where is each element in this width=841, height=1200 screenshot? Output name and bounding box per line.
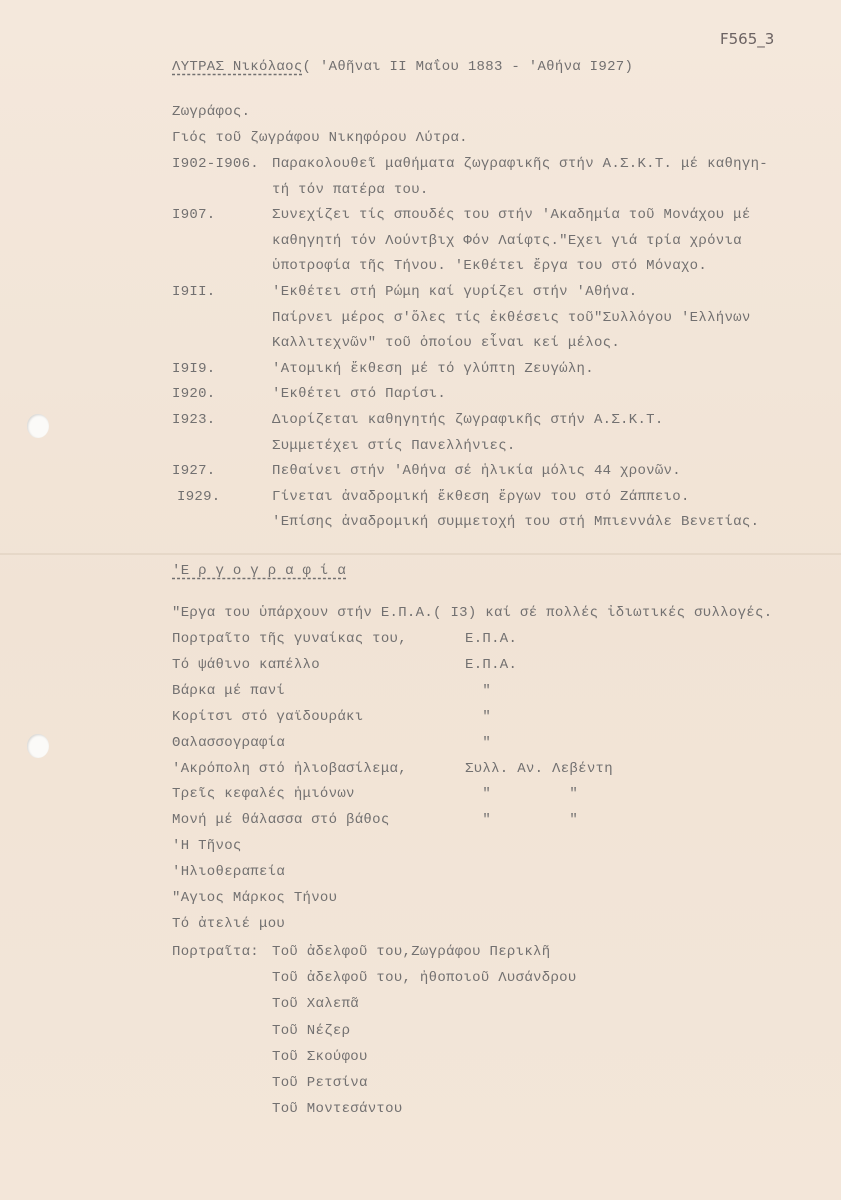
chronology-text: 'Εκθέτει στή Ρώμη καί γυρίζει στήν 'Αθήνα. [272, 284, 638, 300]
work-title: Βάρκα μέ πανί [172, 682, 286, 699]
chronology-text: Παίρνει μέρος σ'ὅλες τίς ἐκθέσεις τοῦ"Συλλόγου 'Ελλήνων [272, 309, 751, 326]
occupation: Ζωγράφος. [172, 104, 251, 120]
chronology-text: 'Επίσης ἀναδρομική συμμετοχή του στή Μπιεννάλε Βενετίας. [272, 514, 760, 531]
parentage: Γιός τοῦ ζωγράφου Νικηφόρου Λύτρα. [172, 130, 468, 146]
chronology-year: Ι902-Ι906. [172, 156, 260, 172]
portrait-item: Τοῦ Ρετσίνα [272, 1075, 368, 1091]
work-title: Θαλασσογραφία [172, 734, 286, 751]
work-title: Τό ψάθινο καπέλλο [172, 656, 320, 673]
work-collection: Ε.Π.Α. [465, 631, 518, 647]
chronology-text: Πεθαίνει στήν 'Αθήνα σέ ἡλικία μόλις 44 χρονῶν. [272, 463, 681, 480]
chronology-year: Ι929. [177, 488, 221, 505]
punch-hole [27, 734, 49, 758]
work-title: Τό ἀτελιέ μου [172, 915, 286, 932]
chronology-text: 'Ατομική ἔκθεση μέ τό γλύπτη Ζευγώλη. [272, 360, 594, 377]
punch-hole [27, 414, 49, 438]
chronology-year: Ι923. [172, 412, 216, 428]
chronology-text: Γίνεται ἀναδρομική ἔκθεση ἔργων του στό Ζάππειο. [272, 488, 690, 505]
work-title: Πορτραῖτο τῆς γυναίκας του, [172, 631, 407, 647]
chronology-year: Ι927. [172, 463, 216, 480]
portrait-item: Τοῦ Σκούφου [272, 1048, 368, 1065]
portrait-item: Τοῦ Μοντεσάντου [272, 1101, 403, 1118]
chronology-year: Ι9ΙΙ. [172, 284, 216, 300]
work-title: 'Ακρόπολη στό ἡλιοβασίλεμα, [172, 760, 407, 777]
work-title: 'Ηλιοθεραπεία [172, 864, 286, 881]
portraits-label: Πορτραῖτα: [172, 944, 260, 960]
chronology-text: Καλλιτεχνῶν" τοῦ ὁποίου εἶναι κεί μέλος. [272, 335, 621, 352]
work-collection: " [465, 734, 492, 751]
chronology-text: Συνεχίζει τίς σπουδές του στήν 'Ακαδημία τοῦ Μονάχου μέ [272, 207, 751, 224]
work-collection: " [465, 682, 492, 699]
chronology-text: 'Εκθέτει στό Παρίσι. [272, 386, 447, 403]
chronology-text: καθηγητή τόν Λούντβιχ Φόν Λαίφτς."Εχει γιά τρία χρόνια [272, 232, 742, 249]
work-collection: " " [465, 812, 579, 829]
catalog-mark: F565_3 [720, 30, 775, 48]
portrait-item: Τοῦ Νέζερ [272, 1022, 351, 1039]
work-title: Μονή μέ θάλασσα στό βάθος [172, 812, 390, 829]
work-title: "Αγιος Μάρκος Τήνου [172, 890, 338, 906]
artist-dates: ( 'Αθῆναι ΙΙ Μαΐου 1883 - 'Αθήνα Ι927) [302, 59, 634, 75]
work-collection: Ε.Π.Α. [465, 656, 518, 673]
work-title: 'Η Τῆνος [172, 838, 242, 855]
chronology-year: Ι9Ι9. [172, 360, 216, 377]
work-collection: Συλλ. Αν. Λεβέντη [465, 760, 613, 777]
chronology-text: Διορίζεται καθηγητής ζωγραφικῆς στήν Α.Σ.Κ.Τ. [272, 412, 664, 428]
portrait-item: Τοῦ ἀδελφοῦ του,Ζωγράφου Περικλῆ [272, 944, 551, 960]
document-header [172, 58, 633, 76]
chronology-text: Συμμετέχει στίς Πανελλήνιες. [272, 437, 516, 454]
artist-name: ΛΥΤΡΑΣ Νικόλαος [172, 59, 303, 75]
work-title: Τρεῖς κεφαλές ἡμιόνων [172, 786, 355, 803]
chronology-year: Ι907. [172, 207, 216, 224]
chronology-year: Ι920. [172, 386, 216, 403]
work-collection: " " [465, 786, 579, 803]
work-title: Κορίτσι στό γαϊδουράκι [172, 708, 364, 725]
paper-fold [0, 553, 841, 555]
works-intro: "Εργα του ὑπάρχουν στήν Ε.Π.Α.( Ι3) καί σέ πολλές ἰδιωτικές συλλογές. [172, 605, 773, 621]
works-heading: 'Ε ρ γ ο γ ρ α φ ί α [172, 563, 347, 579]
chronology-text: τή τόν πατέρα του. [272, 181, 429, 198]
portrait-item: Τοῦ Χαλεπᾶ [272, 996, 360, 1013]
chronology-text: ὑποτροφία τῆς Τήνου. 'Εκθέτει ἔργα του στό Μόναχο. [272, 258, 708, 275]
portrait-item: Τοῦ ἀδελφοῦ του, ἠθοποιοῦ Λυσάνδρου [272, 970, 577, 987]
chronology-text: Παρακολουθεῖ μαθήματα ζωγραφικῆς στήν Α.Σ.Κ.Τ. μέ καθηγη- [272, 156, 768, 172]
work-collection: " [465, 708, 492, 725]
